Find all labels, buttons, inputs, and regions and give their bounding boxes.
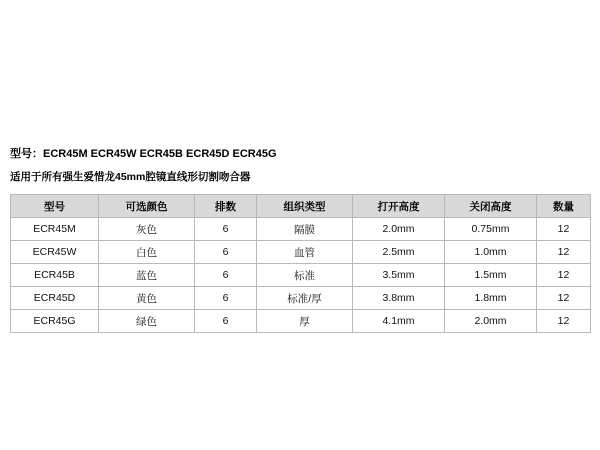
cell-quantity: 12	[537, 241, 591, 264]
cell-model: ECR45D	[11, 287, 99, 310]
cell-open-height: 2.5mm	[353, 241, 445, 264]
cell-model: ECR45G	[11, 310, 99, 333]
cell-closed-height: 2.0mm	[445, 310, 537, 333]
cell-rows: 6	[195, 310, 257, 333]
cell-rows: 6	[195, 287, 257, 310]
cell-color: 白色	[99, 241, 195, 264]
cell-model: ECR45B	[11, 264, 99, 287]
column-header-rows: 排数	[195, 195, 257, 218]
cell-closed-height: 1.5mm	[445, 264, 537, 287]
cell-tissue-type: 标准/厚	[257, 287, 353, 310]
cell-closed-height: 1.0mm	[445, 241, 537, 264]
cell-open-height: 3.5mm	[353, 264, 445, 287]
product-spec-block	[10, 145, 590, 333]
compatibility-description: 适用于所有强生爱惜龙45mm腔镜直线形切割吻合器	[10, 171, 251, 183]
cell-model: ECR45M	[11, 218, 99, 241]
column-header-closed-height: 关闭高度	[445, 195, 537, 218]
column-header-open-height: 打开高度	[353, 195, 445, 218]
cell-open-height: 4.1mm	[353, 310, 445, 333]
table-row	[11, 241, 591, 264]
specification-table	[10, 194, 591, 333]
cell-color: 灰色	[99, 218, 195, 241]
column-header-tissue-type: 组织类型	[257, 195, 353, 218]
cell-tissue-type: 标准	[257, 264, 353, 287]
cell-rows: 6	[195, 241, 257, 264]
cell-tissue-type: 隔膜	[257, 218, 353, 241]
cell-tissue-type: 厚	[257, 310, 353, 333]
cell-quantity: 12	[537, 218, 591, 241]
cell-closed-height: 1.8mm	[445, 287, 537, 310]
table-header-row	[11, 195, 591, 218]
cell-quantity: 12	[537, 310, 591, 333]
cell-open-height: 3.8mm	[353, 287, 445, 310]
cell-rows: 6	[195, 218, 257, 241]
cell-closed-height: 0.75mm	[445, 218, 537, 241]
model-number-line: 型号：ECR45M ECR45W ECR45B ECR45D ECR45G	[10, 148, 277, 160]
table-row	[11, 264, 591, 287]
cell-color: 黄色	[99, 287, 195, 310]
column-header-quantity: 数量	[537, 195, 591, 218]
table-row	[11, 287, 591, 310]
table-row	[11, 218, 591, 241]
cell-open-height: 2.0mm	[353, 218, 445, 241]
cell-tissue-type: 血管	[257, 241, 353, 264]
cell-color: 绿色	[99, 310, 195, 333]
cell-color: 蓝色	[99, 264, 195, 287]
cell-quantity: 12	[537, 287, 591, 310]
cell-rows: 6	[195, 264, 257, 287]
cell-model: ECR45W	[11, 241, 99, 264]
column-header-color: 可选颜色	[99, 195, 195, 218]
table-row	[11, 310, 591, 333]
cell-quantity: 12	[537, 264, 591, 287]
column-header-model: 型号	[11, 195, 99, 218]
